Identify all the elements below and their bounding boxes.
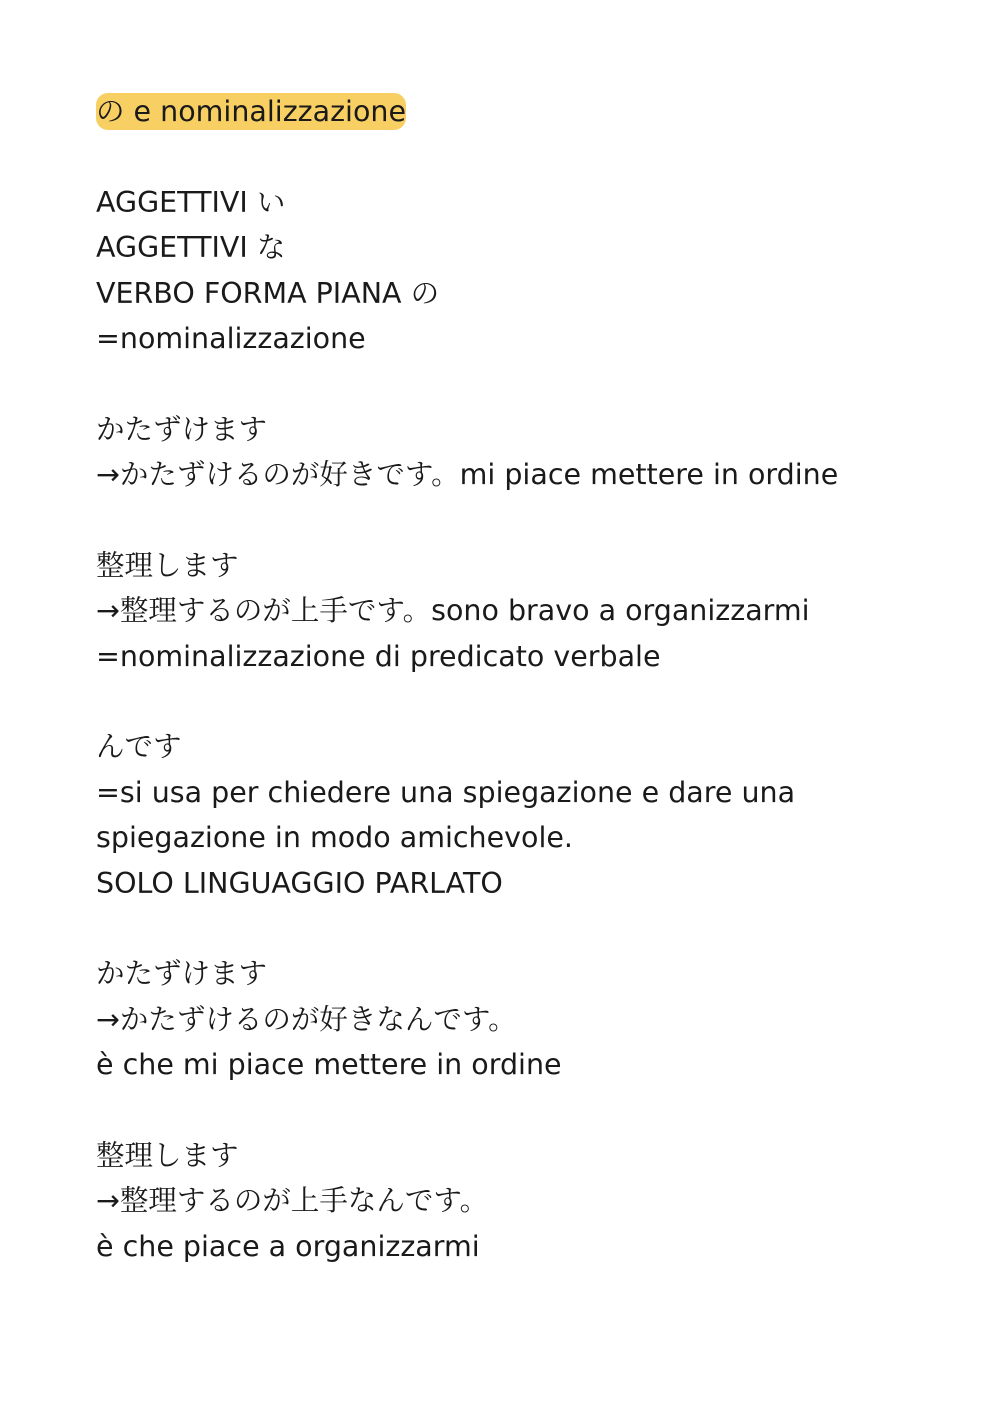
document-title: の e nominalizzazione — [96, 95, 406, 128]
example-line: →整理するのが上手です。sono bravo a organizzarmi — [96, 594, 810, 628]
example-line: →整理するのが上手なんです。 — [96, 1184, 489, 1218]
example-line: 整理します — [96, 1139, 239, 1173]
spacer — [96, 679, 936, 724]
example-line: è che piace a organizzarmi — [96, 1229, 480, 1263]
note-line: SOLO LINGUAGGIO PARLATO — [96, 866, 503, 900]
spacer — [96, 134, 936, 179]
example-line: →かたずけるのが好きなんです。 — [96, 1002, 517, 1036]
spacer — [96, 1088, 936, 1133]
rule-line: =nominalizzazione — [96, 321, 366, 355]
document-body — [96, 89, 936, 1269]
section-heading: んです — [96, 730, 182, 764]
explanation-paragraph: =si usa per chiedere una spiegazione e dare una spiegazione in modo amichevole. — [96, 775, 796, 855]
example-line: è che mi piace mettere in ordine — [96, 1048, 562, 1082]
spacer — [96, 498, 936, 543]
example-line: 整理します — [96, 548, 239, 582]
example-line: →かたずけるのが好きです。mi piace mettere in ordine — [96, 458, 839, 492]
example-line: かたずけます — [96, 957, 268, 991]
example-line: =nominalizzazione di predicato verbale — [96, 639, 661, 673]
spacer — [96, 361, 936, 406]
rule-line: AGGETTIVI い — [96, 185, 286, 219]
rule-line: AGGETTIVI な — [96, 231, 286, 265]
example-line: かたずけます — [96, 412, 268, 446]
spacer — [96, 906, 936, 951]
rule-line: VERBO FORMA PIANA の — [96, 276, 440, 310]
title-line — [96, 89, 936, 134]
